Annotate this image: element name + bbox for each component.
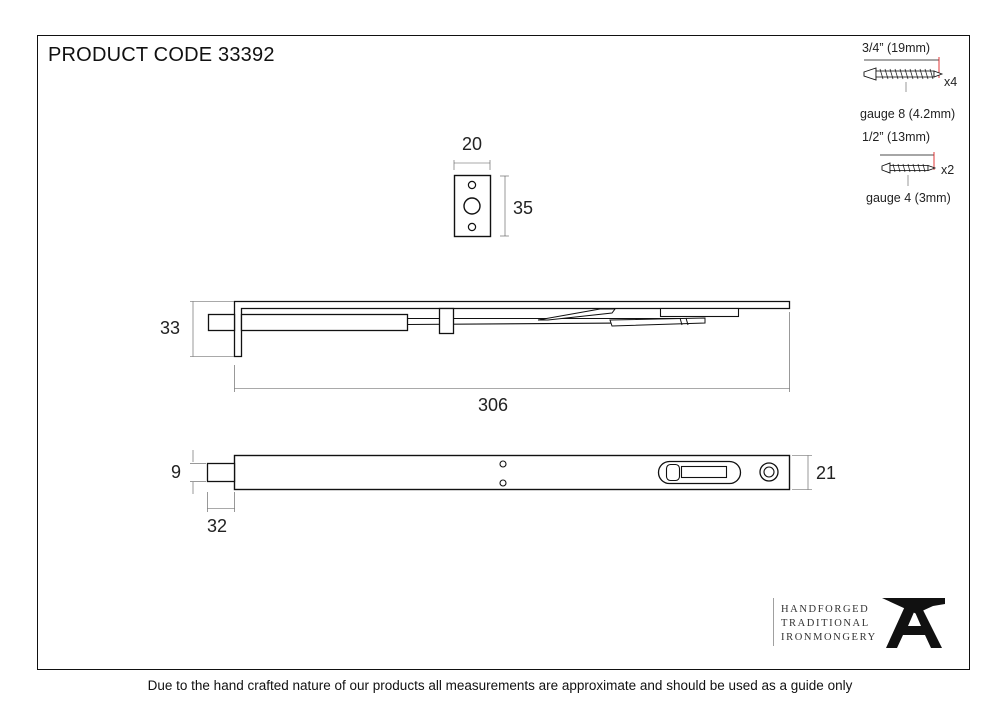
bolt-plate-width-label: 21 [816,463,837,483]
bolt-length-label: 306 [477,395,509,415]
bolt-lever-housing [661,309,739,317]
screw-spec-small [862,130,954,205]
bolt-throw-length-label: 32 [207,516,228,536]
footer-disclaimer: Due to the hand crafted nature of our products all measurements are approximate and should be used as a guide only [147,678,853,693]
keep-plate-outline [455,176,491,237]
keep-width-label: 20 [461,134,483,154]
anvil-a-icon [882,598,945,648]
screw-spec-large [860,41,957,121]
drawing-border [38,36,970,670]
product-code-title: PRODUCT CODE 33392 [48,44,275,66]
logo-line-1: HANDFORGED [781,604,870,615]
bolt-lever-link [610,318,705,326]
bolt-shaft [242,315,408,331]
keep-plate-view [454,134,533,237]
bolt-side-view [160,302,790,416]
logo-line-3: IRONMONGERY [781,632,877,643]
screw-large-gauge: gauge 8 (4.2mm) [860,107,956,121]
bolt-guide-block [440,309,454,334]
keep-height-label: 35 [513,198,534,218]
screw-large-length: 3/4” (19mm) [862,41,931,55]
screw-small-icon [882,163,935,173]
screw-large-quantity: x4 [944,75,958,89]
logo-line-2: TRADITIONAL [781,618,870,629]
bolt-throw-pin [209,315,235,331]
bolt-throw-width-label: 9 [171,462,182,482]
screw-small-quantity: x2 [941,163,955,177]
screw-large-icon [864,68,942,80]
bolt-height-label: 33 [160,318,181,338]
bolt-front-throw [208,464,235,482]
brand-logo [774,598,946,648]
screw-small-gauge: gauge 4 (3mm) [866,191,951,205]
bolt-front-view [171,450,836,536]
bolt-front-slider-knob [667,465,680,481]
screw-small-length: 1/2” (13mm) [862,130,931,144]
